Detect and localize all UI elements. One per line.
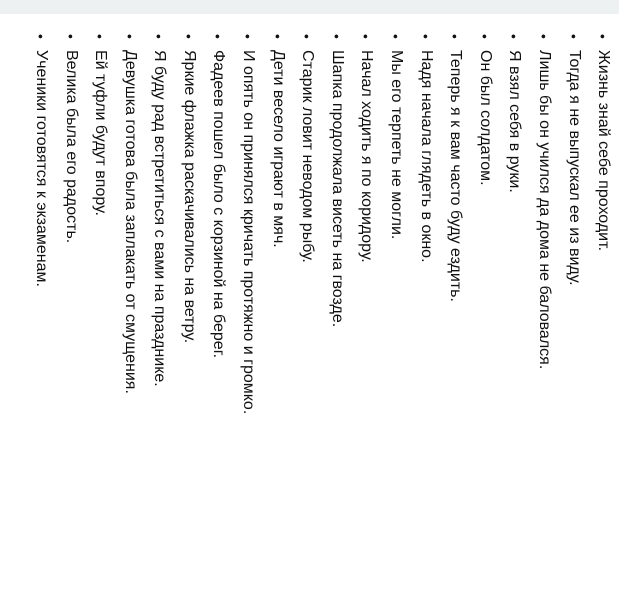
sentence-text: Теперь я к вам часто буду ездить.	[447, 50, 465, 302]
sentence-text: Лишь бы он учился да дома не баловался.	[536, 50, 554, 370]
sentence-text: Ей туфли будут впору.	[92, 50, 110, 216]
bullet-icon: •	[210, 34, 227, 39]
list-item	[559, 34, 589, 609]
sentence-text: Старик ловит неводом рыбу.	[299, 50, 317, 263]
list-item	[145, 34, 175, 609]
list-item	[115, 34, 145, 609]
bullet-icon: •	[32, 34, 49, 39]
list-item	[500, 34, 530, 609]
sentence-text: Девушка готова была заплакать от смущения.	[121, 50, 139, 394]
sentence-text: Он был солдатом.	[476, 50, 494, 186]
list-item	[322, 34, 352, 609]
list-item	[233, 34, 263, 609]
rotated-sheet	[18, 34, 618, 609]
top-band	[0, 0, 619, 14]
sentence-text: И опять он принялся кричать протяжно и громко.	[240, 50, 258, 415]
sentence-text: Тогда я не выпускал ее из виду.	[565, 50, 583, 286]
sentence-text: Мы его терпеть не могли.	[388, 50, 406, 240]
bullet-icon: •	[565, 34, 582, 39]
list-item	[56, 34, 86, 609]
list-item	[440, 34, 470, 609]
bullet-icon: •	[595, 34, 612, 39]
bullet-icon: •	[447, 34, 464, 39]
list-item	[263, 34, 293, 609]
sentence-text: Я взял себя в руки.	[506, 50, 524, 193]
bullet-icon: •	[506, 34, 523, 39]
bullet-icon: •	[417, 34, 434, 39]
list-item	[411, 34, 441, 609]
sentence-list	[26, 34, 618, 609]
list-item	[292, 34, 322, 609]
sentence-text: Шапка продолжала висеть на гвозде.	[328, 50, 346, 328]
sentence-text: Надя начала глядеть в окно.	[417, 50, 435, 263]
sentence-text: Я буду рад встретиться с вами на празднике.	[151, 50, 169, 387]
sentence-text: Ученики готовятся к экзаменам.	[32, 50, 50, 287]
sentence-text: Жизнь знай себе проходит.	[595, 50, 613, 252]
list-item	[85, 34, 115, 609]
sentence-text: Дети весело играют в мяч.	[269, 50, 287, 248]
bullet-icon: •	[180, 34, 197, 39]
list-item	[204, 34, 234, 609]
list-item	[381, 34, 411, 609]
bullet-icon: •	[62, 34, 79, 39]
list-item	[588, 34, 618, 609]
bullet-icon: •	[121, 34, 138, 39]
sentence-text: Фадеев пошел было с корзиной на берег.	[210, 50, 228, 359]
sentence-text: Яркие флажка раскачивались на ветру.	[180, 50, 198, 344]
list-item	[26, 34, 56, 609]
list-item	[529, 34, 559, 609]
bullet-icon: •	[92, 34, 109, 39]
list-item	[470, 34, 500, 609]
list-item	[352, 34, 382, 609]
bullet-icon: •	[328, 34, 345, 39]
bullet-icon: •	[358, 34, 375, 39]
bullet-icon: •	[240, 34, 257, 39]
sentence-text: Начал ходить я по коридору.	[358, 50, 376, 263]
bullet-icon: •	[299, 34, 316, 39]
bullet-icon: •	[536, 34, 553, 39]
bullet-icon: •	[151, 34, 168, 39]
list-item	[174, 34, 204, 609]
bullet-icon: •	[269, 34, 286, 39]
sentence-text: Велика была его радость.	[62, 50, 80, 244]
bullet-icon: •	[476, 34, 493, 39]
bullet-icon: •	[388, 34, 405, 39]
